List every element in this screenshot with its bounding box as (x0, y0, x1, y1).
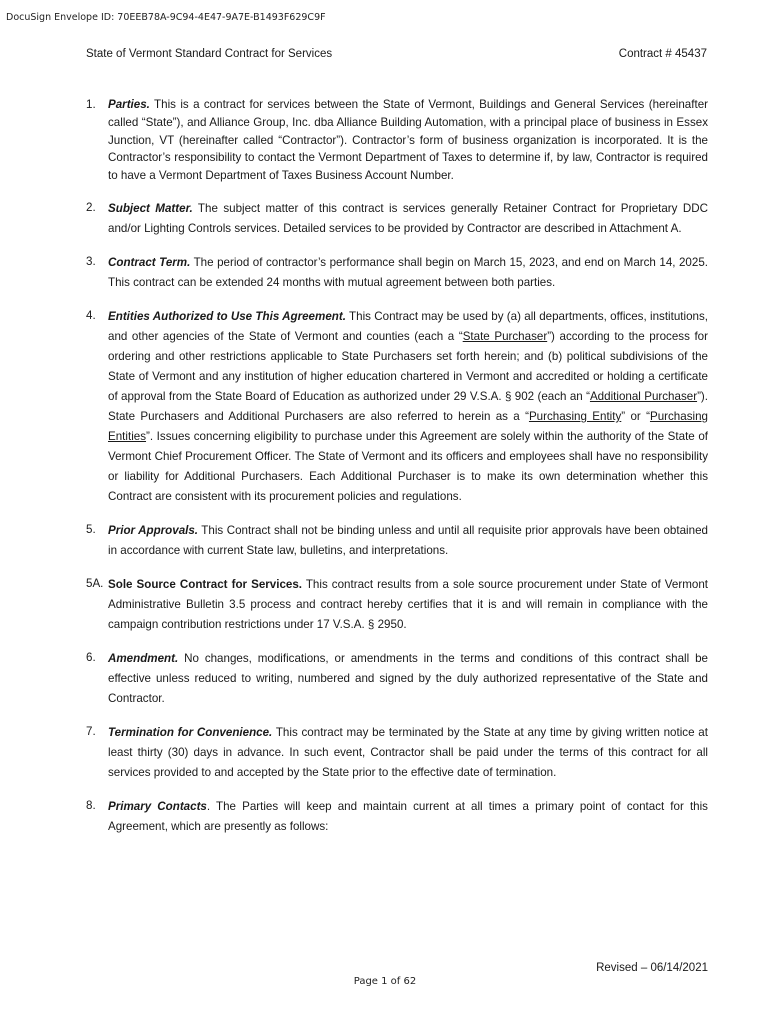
section-parties (86, 96, 708, 185)
section-body: This Contract shall not be binding unless and until all requisite prior approvals have been obtained in accordance with current State law, bulletins, and interpretations. (108, 523, 708, 557)
section-prior-approvals (86, 521, 708, 561)
section-number: 8. (86, 798, 96, 812)
section-sole-source (86, 575, 708, 635)
section-termination (86, 723, 708, 783)
revision-date: Revised – 06/14/2021 (596, 962, 708, 974)
section-label: Sole Source Contract for Services. (108, 577, 303, 591)
page-number: Page 1 of 62 (353, 976, 417, 987)
section-text (108, 797, 708, 837)
section-label: Termination for Convenience. (108, 725, 273, 739)
section-number: 3. (86, 254, 96, 268)
section-text (108, 96, 708, 185)
section-body: This is a contract for services between the State of Vermont, Buildings and General Services (hereinafter called “State”), and Alliance Group, Inc. dba Alliance Building Automation, with a principal place of business in Essex Junction, VT (hereinafter called “Contractor”). Contractor’s form of business organization is incorporated. It is the Contractor’s responsibility to contact the Vermont Department of Taxes to determine if, by law, Contractor is required to have a Vermont Department of Taxes Business Account Number. (108, 98, 708, 183)
section-body: . The Parties will keep and maintain current at all times a primary point of contact for this Agreement, which are presently as follows: (108, 799, 708, 833)
section-body: ”). State Purchasers and Additional Purchasers are also referred to herein as a “ (108, 389, 709, 423)
section-entities-authorized (86, 307, 708, 507)
section-text (108, 575, 708, 635)
section-number: 5. (86, 522, 96, 536)
section-label: Contract Term. (108, 255, 191, 269)
document-title: State of Vermont Standard Contract for Services (86, 48, 333, 60)
section-body: ”. Issues concerning eligibility to purchase under this Agreement are solely within the authority of the State of Vermont Chief Procurement Officer. The State of Vermont and its officers and employees shall have no responsibility or liability for Additional Purchasers. Each Additional Purchaser is to make its own determination whether this Contract are consistent with its procurement policies and regulations. (108, 429, 708, 503)
section-label: Amendment. (108, 651, 179, 665)
section-number: 1. (86, 98, 96, 111)
section-body: The period of contractor’s performance shall begin on March 15, 2023, and end on March 14, 2025. This contract can be extended 24 months with mutual agreement between both parties. (108, 255, 708, 289)
term-additional-purchaser: Additional Purchaser (589, 389, 698, 403)
section-contract-term (86, 253, 708, 293)
section-number: 5A. (86, 576, 104, 590)
section-body: ”) according to the process for ordering and other restrictions applicable to State Purchasers set forth herein; and (b) political subdivisions of the State of Vermont and any institution of higher education chartered in Vermont and accredited or holding a certificate of approval from the State Board of Education as authorized under 29 V.S.A. § 902 (each an “ (108, 329, 708, 403)
section-label: Prior Approvals. (108, 523, 199, 537)
section-number: 7. (86, 724, 96, 738)
section-body: This Contract may be used by (a) all departments, offices, institutions, and other agencies of the State of Vermont and counties (each a “ (108, 309, 708, 343)
section-text (108, 723, 708, 783)
docusign-envelope-id: DocuSign Envelope ID: 70EEB78A-9C94-4E47-9A7E-B1493F629C9F (6, 12, 326, 23)
contract-body (86, 96, 708, 851)
section-subject-matter (86, 199, 708, 239)
section-body: This contract results from a sole source procurement under State of Vermont Administrative Bulletin 3.5 process and contract hereby certifies that it is and will remain in compliance with the campaign contribution restrictions under 17 V.S.A. § 2950. (108, 577, 708, 631)
section-text (108, 649, 708, 709)
section-body: ” or “ (621, 409, 650, 423)
section-label: Primary Contacts (108, 799, 207, 813)
term-purchasing-entities: Purchasing Entities (108, 409, 708, 443)
section-label: Subject Matter. (108, 201, 193, 215)
contract-number: Contract # 45437 (618, 48, 707, 60)
section-amendment (86, 649, 708, 709)
section-text (108, 307, 708, 507)
section-label: Parties. (108, 98, 150, 111)
section-label: Entities Authorized to Use This Agreement. (108, 309, 346, 323)
section-text (108, 253, 708, 293)
section-text (108, 199, 708, 239)
term-state-purchaser: State Purchaser (462, 329, 548, 343)
section-body: The subject matter of this contract is services generally Retainer Contract for Proprietary DDC and/or Lighting Controls services. Detailed services to be provided by Contractor are described in Attachment A. (108, 201, 708, 235)
section-number: 6. (86, 650, 96, 664)
section-number: 2. (86, 200, 96, 214)
section-text (108, 521, 708, 561)
section-body: This contract may be terminated by the State at any time by giving written notice at least thirty (30) days in advance. In such event, Contractor shall be paid under the terms of this contract for all services provided to and accepted by the State prior to the effective date of termination. (108, 725, 708, 779)
term-purchasing-entity: Purchasing Entity (528, 409, 622, 423)
section-primary-contacts (86, 797, 708, 837)
section-number: 4. (86, 308, 96, 322)
section-body: No changes, modifications, or amendments in the terms and conditions of this contract shall be effective unless reduced to writing, numbered and signed by the duly authorized representative of the State and Contractor. (108, 651, 708, 705)
